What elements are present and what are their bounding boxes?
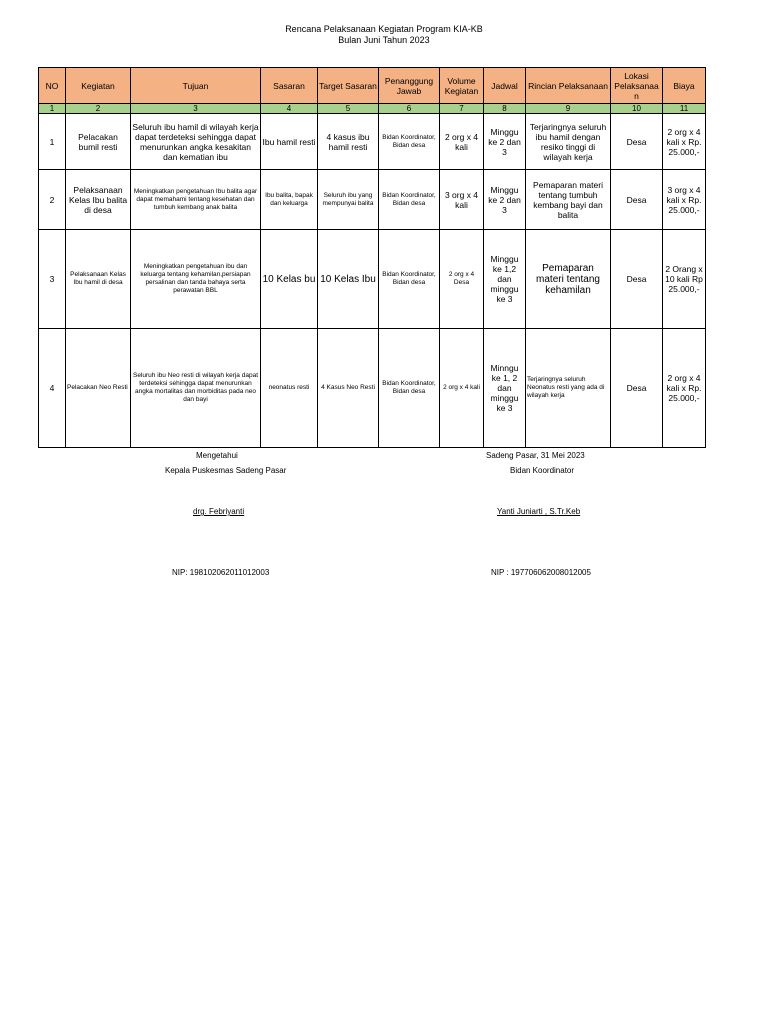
header-biaya: Biaya: [663, 68, 706, 104]
cell-target-sasaran: Seluruh ibu yang mempunyai balita: [318, 170, 379, 230]
cell-volume: 2 org x 4 kali: [440, 114, 484, 170]
cell-tujuan: Meningkatkan pengetahuan ibu dan keluarga tentang kehamilan,persiapan persalinan dan tanda bahaya serta perawatan BBL: [131, 230, 261, 329]
left-signature-label: Mengetahui: [196, 451, 238, 460]
cell-lokasi: Desa: [611, 114, 663, 170]
cell-rincian: Pemaparan materi tentang tumbuh kembang bayi dan balita: [526, 170, 611, 230]
cell-target-sasaran: 4 Kasus Neo Resti: [318, 329, 379, 448]
cell-biaya: 2 Orang x 10 kali Rp 25.000,-: [663, 230, 706, 329]
table-row: [39, 114, 706, 170]
cell-biaya: 2 org x 4 kali x Rp. 25.000,-: [663, 329, 706, 448]
column-number: 7: [440, 104, 484, 114]
header-no: NO: [39, 68, 66, 104]
cell-lokasi: Desa: [611, 170, 663, 230]
cell-no: 3: [39, 230, 66, 329]
column-number: 11: [663, 104, 706, 114]
right-signature-position: Bidan Koordinator: [510, 466, 575, 475]
cell-biaya: 2 org x 4 kali x Rp. 25.000,-: [663, 114, 706, 170]
cell-kegiatan: Pelaksanaan Kelas Ibu hamil di desa: [66, 230, 131, 329]
cell-tujuan: Seluruh ibu Neo resti di wilayah kerja dapat terdeteksi sehingga dapat menurunkan angka mortalitas dan morbiditas pada neo dan bayi: [131, 329, 261, 448]
column-number: 3: [131, 104, 261, 114]
cell-sasaran: neonatus resti: [261, 329, 318, 448]
table-row: [39, 230, 706, 329]
header-sasaran: Sasaran: [261, 68, 318, 104]
header-penanggung-jawab: Penanggung Jawab: [379, 68, 440, 104]
column-number: 2: [66, 104, 131, 114]
cell-biaya: 3 org x 4 kali x Rp. 25.000,-: [663, 170, 706, 230]
left-signature-name: drg. Febriyanti: [193, 507, 245, 516]
cell-rincian: Terjaringnya seluruh ibu hamil dengan resiko tinggi di wilayah kerja: [526, 114, 611, 170]
right-signature-name: Yanti Juniarti , S.Tr.Keb: [497, 507, 581, 516]
left-signature-nip: NIP: 198102062011012003: [172, 568, 270, 577]
cell-target-sasaran: 4 kasus ibu hamil resti: [318, 114, 379, 170]
cell-volume: 2 org x 4 kali: [440, 329, 484, 448]
header-lokasi-pelaksanaan: Lokasi Pelaksanaan: [611, 68, 663, 104]
cell-target-sasaran: 10 Kelas Ibu: [318, 230, 379, 329]
cell-lokasi: Desa: [611, 230, 663, 329]
column-number: 1: [39, 104, 66, 114]
header-volume-kegiatan: Volume Kegiatan: [440, 68, 484, 104]
header-target-sasaran: Target Sasaran: [318, 68, 379, 104]
column-number: 4: [261, 104, 318, 114]
header-kegiatan: Kegiatan: [66, 68, 131, 104]
column-number: 9: [526, 104, 611, 114]
cell-kegiatan: Pelacakan bumil resti: [66, 114, 131, 170]
right-signature-nip: NIP : 197706062008012005: [491, 568, 591, 577]
cell-volume: 3 org x 4 kali: [440, 170, 484, 230]
header-row: [39, 68, 706, 104]
cell-jadwal: Minggu ke 2 dan 3: [484, 114, 526, 170]
cell-volume: 2 org x 4 Desa: [440, 230, 484, 329]
left-signature-position: Kepala Puskesmas Sadeng Pasar: [165, 466, 287, 475]
header-jadwal: Jadwal: [484, 68, 526, 104]
cell-sasaran: Ibu hamil resti: [261, 114, 318, 170]
cell-jadwal: Minggu ke 1,2 dan minggu ke 3: [484, 230, 526, 329]
cell-no: 2: [39, 170, 66, 230]
right-signature-place-date: Sadeng Pasar, 31 Mei 2023: [486, 451, 585, 460]
cell-rincian: Pemaparan materi tentang kehamilan: [526, 230, 611, 329]
cell-kegiatan: Pelaksanaan Kelas Ibu balita di desa: [66, 170, 131, 230]
cell-kegiatan: Pelacakan Neo Resti: [66, 329, 131, 448]
cell-penanggung-jawab: Bidan Koordinator, Bidan desa: [379, 114, 440, 170]
cell-rincian: Terjaringnya seluruh Neonatus resti yang ada di wilayah kerja: [526, 329, 611, 448]
column-number: 8: [484, 104, 526, 114]
document-title: Rencana Pelaksanaan Kegiatan Program KIA-KB: [285, 24, 483, 34]
table-row: [39, 170, 706, 230]
cell-penanggung-jawab: Bidan Koordinator, Bidan desa: [379, 329, 440, 448]
cell-tujuan: Meningkatkan pengetahuan Ibu balita agar dapat memahami tentang kesehatan dan tumbuh kembang anak balita: [131, 170, 261, 230]
column-number-row: [39, 104, 706, 114]
cell-no: 1: [39, 114, 66, 170]
column-number: 6: [379, 104, 440, 114]
document-subtitle: Bulan Juni Tahun 2023: [338, 35, 430, 45]
column-number: 10: [611, 104, 663, 114]
header-tujuan: Tujuan: [131, 68, 261, 104]
cell-no: 4: [39, 329, 66, 448]
cell-penanggung-jawab: Bidan Koordinator, Bidan desa: [379, 230, 440, 329]
cell-lokasi: Desa: [611, 329, 663, 448]
cell-sasaran: 10 Kelas bu: [261, 230, 318, 329]
cell-penanggung-jawab: Bidan Koordinator, Bidan desa: [379, 170, 440, 230]
header-rincian-pelaksanaan: Rincian Pelaksanaan: [526, 68, 611, 104]
cell-jadwal: Minggu ke 2 dan 3: [484, 170, 526, 230]
cell-jadwal: Minngu ke 1, 2 dan minggu ke 3: [484, 329, 526, 448]
activity-plan-table: [38, 67, 706, 448]
column-number: 5: [318, 104, 379, 114]
cell-sasaran: Ibu balita, bapak dan keluarga: [261, 170, 318, 230]
table-row: [39, 329, 706, 448]
cell-tujuan: Seluruh ibu hamil di wilayah kerja dapat terdeteksi sehingga dapat menurunkan angka kesakitan dan kematian ibu: [131, 114, 261, 170]
